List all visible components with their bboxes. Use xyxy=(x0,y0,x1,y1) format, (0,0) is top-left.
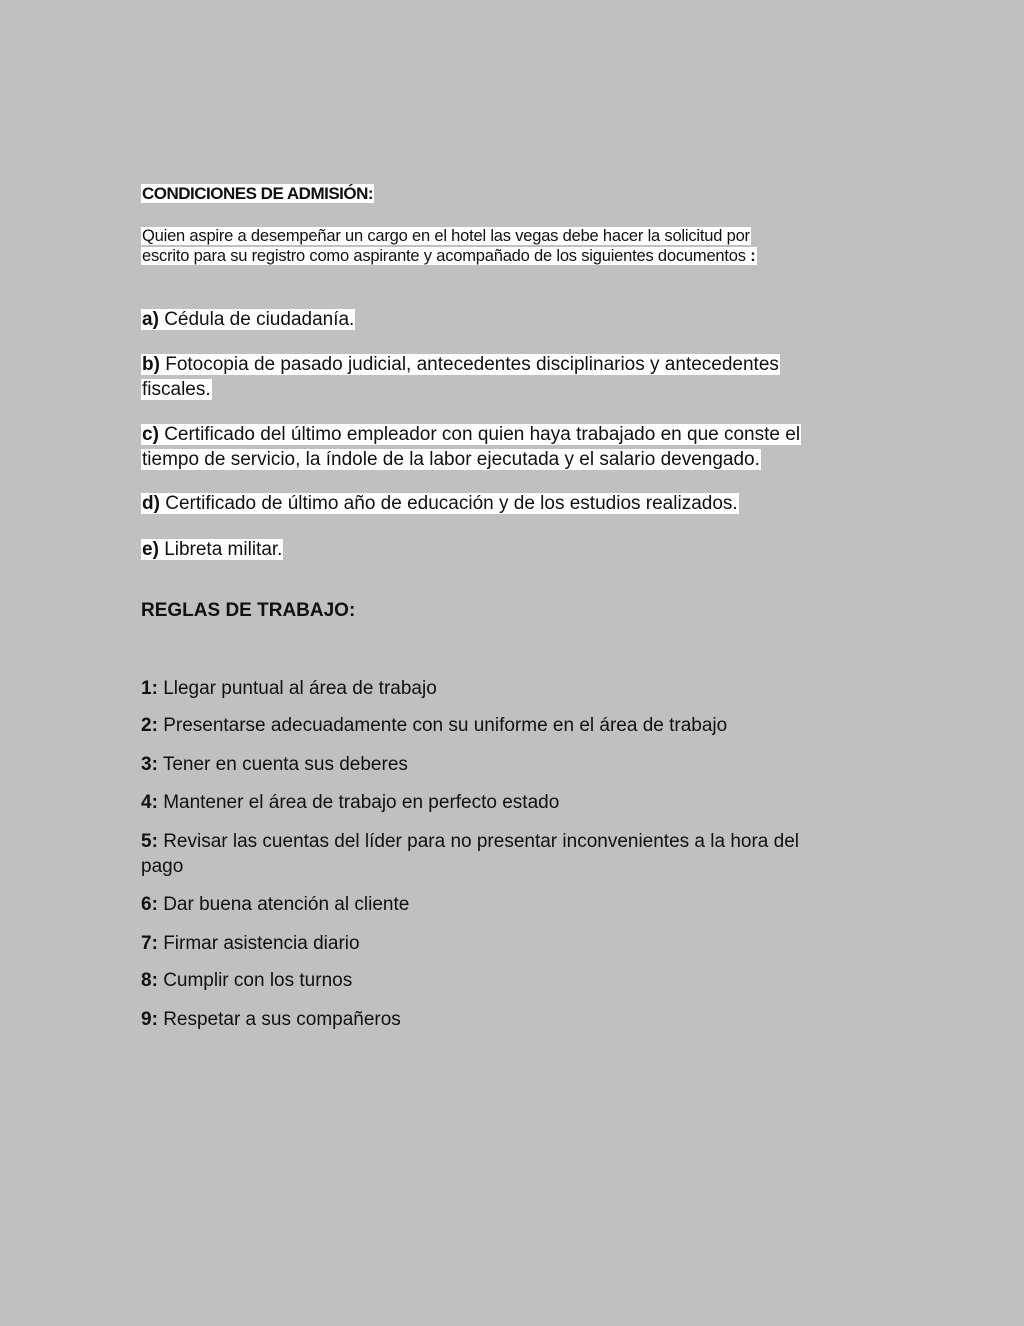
admission-intro-text-1: Quien aspire a desempeñar un cargo en el hotel las vegas debe hacer la solicitud por xyxy=(142,227,750,245)
requirement-b-continued xyxy=(141,380,212,399)
rule-8-key: 8: xyxy=(141,970,158,991)
requirement-d-text: Certificado de último año de educación y de los estudios realizados. xyxy=(165,493,738,514)
requirement-c xyxy=(141,425,801,444)
rule-3-key: 3: xyxy=(141,754,158,775)
requirement-e-text: Libreta militar. xyxy=(164,539,283,560)
requirement-b xyxy=(141,355,780,374)
requirement-a-text: Cédula de ciudadanía. xyxy=(164,309,355,330)
requirement-e xyxy=(141,540,283,559)
requirement-c-text-1: Certificado del último empleador con quien haya trabajado en que conste el xyxy=(164,424,801,445)
rule-3 xyxy=(141,755,408,774)
rule-4-text: Mantener el área de trabajo en perfecto estado xyxy=(163,792,560,813)
rule-4-key: 4: xyxy=(141,792,158,813)
requirement-c-key: c) xyxy=(142,424,159,445)
requirement-b-text-2: fiscales. xyxy=(142,379,211,400)
rule-6-text: Dar buena atención al cliente xyxy=(163,894,410,915)
rule-5 xyxy=(141,832,799,851)
requirement-c-continued xyxy=(141,450,761,469)
rule-9-key: 9: xyxy=(141,1009,158,1030)
requirement-b-key: b) xyxy=(142,354,160,375)
rule-5-text-2: pago xyxy=(141,856,184,877)
rule-8 xyxy=(141,971,352,990)
admission-intro-text-2: escrito para su registro como aspirante y acompañado de los siguientes documentos xyxy=(142,247,746,265)
rule-4 xyxy=(141,793,559,812)
admission-intro-colon: : xyxy=(750,247,756,265)
rule-9 xyxy=(141,1010,401,1029)
requirement-a xyxy=(141,310,355,329)
requirement-a-key: a) xyxy=(142,309,159,330)
rule-2-text: Presentarse adecuadamente con su uniforme en el área de trabajo xyxy=(163,715,728,736)
rule-8-text: Cumplir con los turnos xyxy=(163,970,353,991)
requirement-e-key: e) xyxy=(142,539,159,560)
requirement-b-text-1: Fotocopia de pasado judicial, antecedentes disciplinarios y antecedentes xyxy=(165,354,779,375)
admission-title xyxy=(141,185,374,202)
rule-1 xyxy=(141,679,437,698)
rule-7-text: Firmar asistencia diario xyxy=(163,933,360,954)
rule-6 xyxy=(141,895,409,914)
admission-intro-line-1 xyxy=(141,228,751,245)
requirement-c-text-2: tiempo de servicio, la índole de la labor ejecutada y el salario devengado. xyxy=(142,449,760,470)
rule-7 xyxy=(141,934,360,953)
rule-2 xyxy=(141,716,727,735)
admission-intro-line-2 xyxy=(141,248,757,265)
rule-5-continued xyxy=(141,857,183,876)
rule-6-key: 6: xyxy=(141,894,158,915)
admission-title-text: CONDICIONES DE ADMISIÓN: xyxy=(142,184,374,203)
rule-3-text: Tener en cuenta sus deberes xyxy=(162,754,408,775)
rule-1-key: 1: xyxy=(141,678,158,699)
rule-9-text: Respetar a sus compañeros xyxy=(163,1009,401,1030)
rule-5-text-1: Revisar las cuentas del líder para no presentar inconvenientes a la hora del xyxy=(163,831,800,852)
rule-2-key: 2: xyxy=(141,715,158,736)
requirement-d xyxy=(141,494,739,513)
requirement-d-key: d) xyxy=(142,493,160,514)
rule-5-key: 5: xyxy=(141,831,158,852)
work-rules-title: REGLAS DE TRABAJO: xyxy=(141,600,356,621)
rule-1-text: Llegar puntual al área de trabajo xyxy=(163,678,437,699)
rule-7-key: 7: xyxy=(141,933,158,954)
